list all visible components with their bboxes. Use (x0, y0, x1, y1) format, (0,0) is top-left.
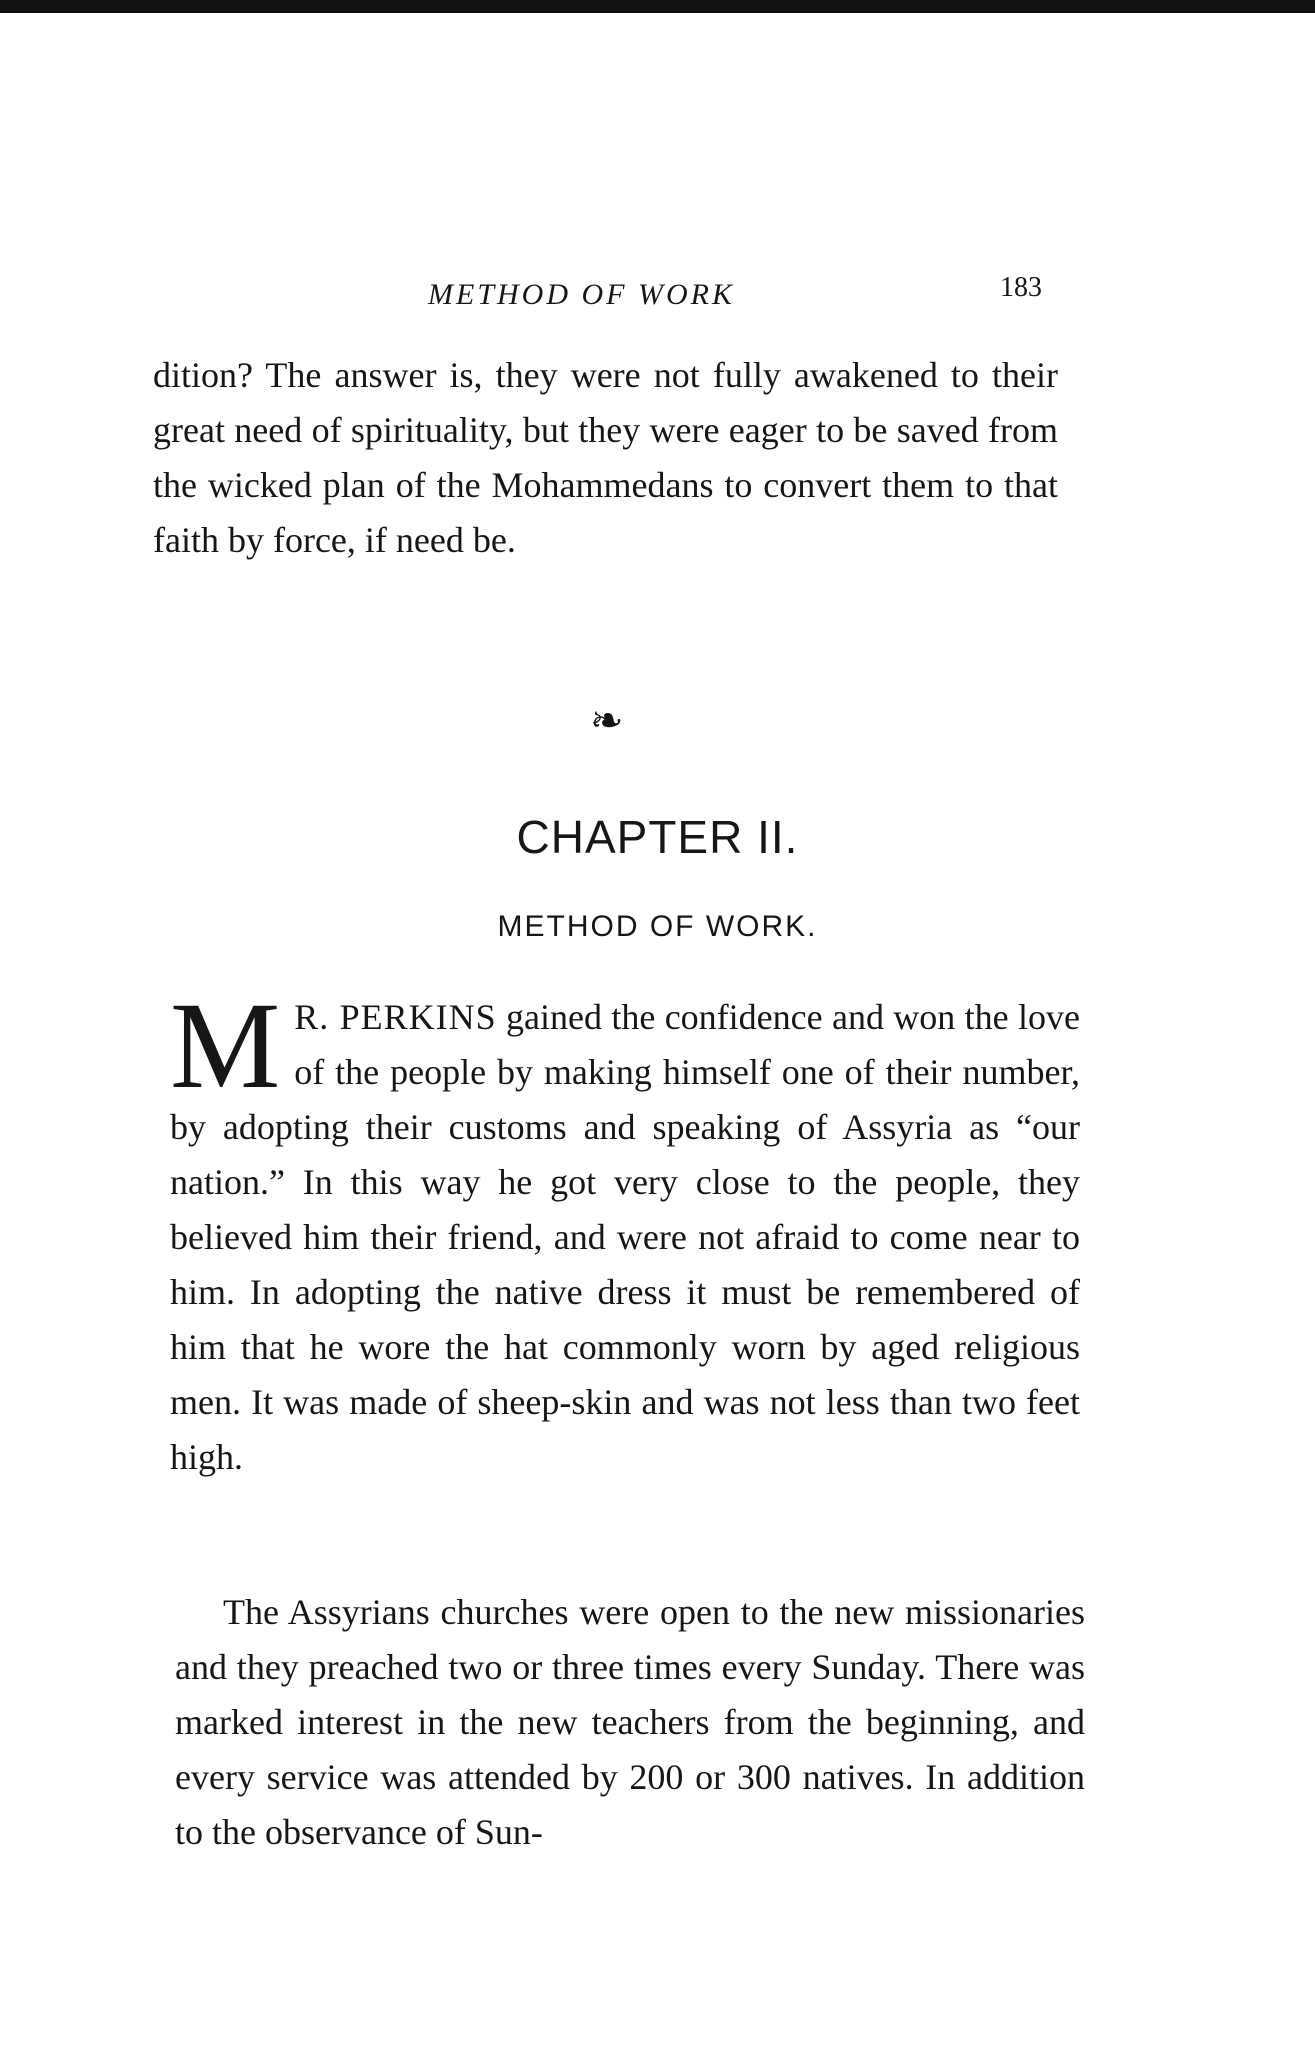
fleuron-ornament-icon: ❧ (590, 698, 624, 743)
lead-in-caps: R. PERKINS (294, 997, 497, 1037)
continued-paragraph: dition? The answer is, they were not fully awakened to their great need of spirituality, but they were eager to be saved from the wicked plan of the Mohammedans to convert them to that faith by force, if need be. (153, 355, 1058, 560)
drop-cap: M (170, 977, 281, 1114)
paragraph-2: The Assyrians churches were open to the new missionaries and they preached two or three times every Sunday. There was marked interest in the new teachers from the beginning, and every service was attended by 200 or 300 natives. In addition to the observance of Sun- (175, 1592, 1085, 1852)
paragraph-1-text: gained the confidence and won the love of the people by making himself one of their number, by adopting their customs and speaking of Assyria as “our nation.” In this way he got very close to the people, they believed him their friend, and were not afraid to come near to him. In adopting the native dress it must be remembered of him that he wore the hat commonly worn by aged religious men. It was made of sheep-skin and was not less than two feet high. (170, 997, 1080, 1477)
page-top-edge (0, 0, 1315, 13)
running-head (150, 272, 1070, 322)
running-title: METHOD OF WORK (428, 278, 735, 311)
chapter-subtitle: METHOD OF WORK. (497, 910, 818, 943)
paragraph-1 (170, 977, 1080, 1485)
page-number: 183 (1000, 272, 1042, 303)
chapter-title: CHAPTER II. (516, 811, 799, 863)
